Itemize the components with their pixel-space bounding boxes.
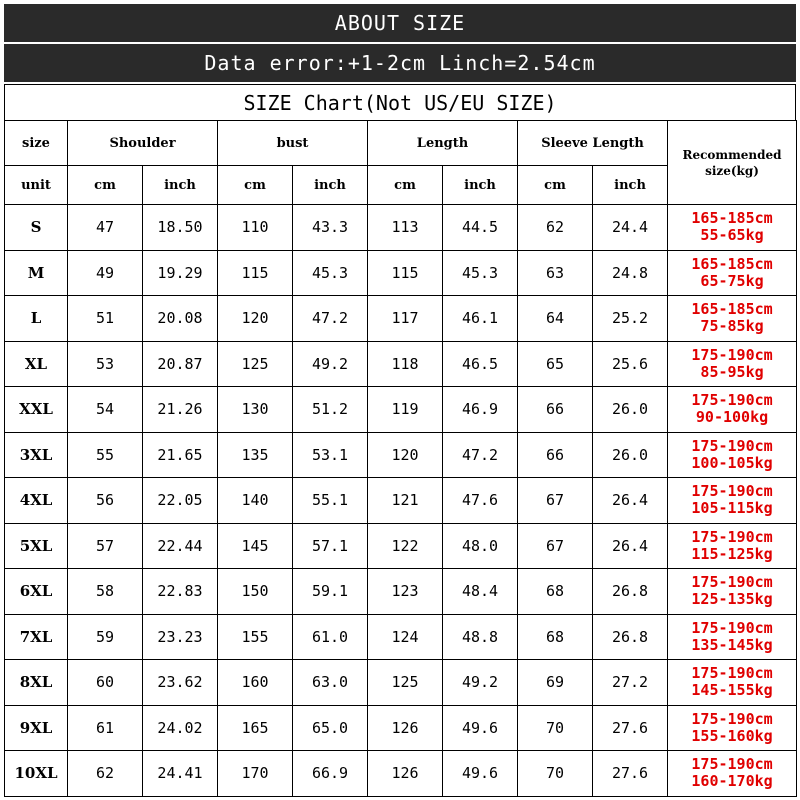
size-table: [4, 120, 797, 797]
sleeve-cm-cell: 64: [518, 296, 593, 342]
size-cell: 8XL: [5, 660, 68, 706]
length-inch-cell: 48.8: [443, 614, 518, 660]
recommended-weight: 85-95kg: [700, 362, 764, 381]
length-cm-cell: 123: [368, 569, 443, 615]
bust-cm-cell: 125: [218, 341, 293, 387]
recommended-height: 165-185cm: [691, 300, 773, 319]
recommended-size-cell: [668, 250, 797, 296]
length-cm-cell: 120: [368, 432, 443, 478]
table-row: [5, 705, 797, 751]
bust-cm-cell: 135: [218, 432, 293, 478]
bust-cm-cell: 150: [218, 569, 293, 615]
shoulder-inch-cell: 20.87: [143, 341, 218, 387]
length-cm-cell: 113: [368, 205, 443, 251]
table-row: [5, 296, 797, 342]
recommended-weight: 135-145kg: [691, 635, 773, 654]
length-cm-cell: 124: [368, 614, 443, 660]
table-row: [5, 660, 797, 706]
length-cm-cell: 125: [368, 660, 443, 706]
bust-inch-cell: 65.0: [293, 705, 368, 751]
sleeve-inch-cell: 24.8: [593, 250, 668, 296]
length-cm-cell: 122: [368, 523, 443, 569]
header-size: size: [5, 121, 68, 166]
shoulder-cm-cell: 57: [68, 523, 143, 569]
sleeve-inch-cell: 26.4: [593, 523, 668, 569]
length-inch-cell: 47.6: [443, 478, 518, 524]
shoulder-inch-cell: 19.29: [143, 250, 218, 296]
unit-inch: inch: [293, 166, 368, 205]
table-row: [5, 387, 797, 433]
unit-cm: cm: [68, 166, 143, 205]
recommended-height: 175-190cm: [691, 618, 773, 637]
shoulder-cm-cell: 62: [68, 751, 143, 797]
recommended-weight: 90-100kg: [695, 408, 769, 427]
table-row: [5, 614, 797, 660]
length-inch-cell: 47.2: [443, 432, 518, 478]
sleeve-inch-cell: 27.6: [593, 705, 668, 751]
bust-inch-cell: 43.3: [293, 205, 368, 251]
bust-cm-cell: 145: [218, 523, 293, 569]
table-row: [5, 569, 797, 615]
size-cell: L: [5, 296, 68, 342]
recommended-weight: 160-170kg: [691, 772, 773, 791]
sleeve-cm-cell: 69: [518, 660, 593, 706]
shoulder-inch-cell: 20.08: [143, 296, 218, 342]
unit-cm: cm: [218, 166, 293, 205]
length-inch-cell: 48.0: [443, 523, 518, 569]
shoulder-cm-cell: 59: [68, 614, 143, 660]
length-cm-cell: 119: [368, 387, 443, 433]
recommended-size-cell: [668, 341, 797, 387]
recommended-height: 175-190cm: [691, 755, 773, 774]
recommended-weight: 155-160kg: [691, 726, 773, 745]
sleeve-cm-cell: 66: [518, 432, 593, 478]
recommended-weight: 100-105kg: [691, 453, 773, 472]
table-row: [5, 523, 797, 569]
bust-cm-cell: 110: [218, 205, 293, 251]
unit-cm: cm: [368, 166, 443, 205]
recommended-height: 175-190cm: [691, 391, 773, 410]
sleeve-inch-cell: 26.8: [593, 614, 668, 660]
size-cell: XXL: [5, 387, 68, 433]
size-cell: 5XL: [5, 523, 68, 569]
length-cm-cell: 118: [368, 341, 443, 387]
unit-cm: cm: [518, 166, 593, 205]
page-title: ABOUT SIZE: [4, 4, 796, 42]
sleeve-cm-cell: 70: [518, 751, 593, 797]
sleeve-cm-cell: 67: [518, 478, 593, 524]
shoulder-cm-cell: 60: [68, 660, 143, 706]
shoulder-cm-cell: 61: [68, 705, 143, 751]
table-row: [5, 250, 797, 296]
length-inch-cell: 49.2: [443, 660, 518, 706]
unit-inch: inch: [143, 166, 218, 205]
sleeve-inch-cell: 26.0: [593, 387, 668, 433]
size-cell: 7XL: [5, 614, 68, 660]
table-row: [5, 205, 797, 251]
bust-inch-cell: 63.0: [293, 660, 368, 706]
sleeve-inch-cell: 24.4: [593, 205, 668, 251]
length-inch-cell: 46.1: [443, 296, 518, 342]
unit-label: unit: [5, 166, 68, 205]
length-cm-cell: 126: [368, 705, 443, 751]
recommended-height: 175-190cm: [691, 482, 773, 501]
table-row: [5, 478, 797, 524]
bust-inch-cell: 59.1: [293, 569, 368, 615]
unit-inch: inch: [443, 166, 518, 205]
recommended-size-cell: [668, 478, 797, 524]
recommended-height: 175-190cm: [691, 345, 773, 364]
length-inch-cell: 44.5: [443, 205, 518, 251]
length-inch-cell: 45.3: [443, 250, 518, 296]
recommended-weight: 125-135kg: [691, 590, 773, 609]
length-cm-cell: 117: [368, 296, 443, 342]
shoulder-inch-cell: 18.50: [143, 205, 218, 251]
bust-inch-cell: 66.9: [293, 751, 368, 797]
recommended-size-cell: [668, 432, 797, 478]
bust-cm-cell: 160: [218, 660, 293, 706]
sleeve-inch-cell: 26.8: [593, 569, 668, 615]
unit-inch: inch: [593, 166, 668, 205]
bust-inch-cell: 61.0: [293, 614, 368, 660]
recommended-weight: 115-125kg: [691, 544, 773, 563]
length-inch-cell: 46.5: [443, 341, 518, 387]
shoulder-cm-cell: 47: [68, 205, 143, 251]
shoulder-inch-cell: 22.05: [143, 478, 218, 524]
length-inch-cell: 48.4: [443, 569, 518, 615]
sleeve-inch-cell: 26.4: [593, 478, 668, 524]
bust-inch-cell: 47.2: [293, 296, 368, 342]
recommended-height: 165-185cm: [691, 254, 773, 273]
length-inch-cell: 49.6: [443, 705, 518, 751]
size-cell: M: [5, 250, 68, 296]
size-cell: 6XL: [5, 569, 68, 615]
recommended-size-cell: [668, 387, 797, 433]
recommended-size-cell: [668, 751, 797, 797]
shoulder-cm-cell: 54: [68, 387, 143, 433]
bust-inch-cell: 49.2: [293, 341, 368, 387]
header-recommended-size: Recommended size(kg): [668, 121, 797, 205]
bust-inch-cell: 53.1: [293, 432, 368, 478]
table-row: [5, 751, 797, 797]
header-length: Length: [368, 121, 518, 166]
shoulder-inch-cell: 22.83: [143, 569, 218, 615]
shoulder-inch-cell: 21.65: [143, 432, 218, 478]
sleeve-cm-cell: 65: [518, 341, 593, 387]
header-shoulder: Shoulder: [68, 121, 218, 166]
shoulder-cm-cell: 55: [68, 432, 143, 478]
bust-cm-cell: 140: [218, 478, 293, 524]
bust-inch-cell: 55.1: [293, 478, 368, 524]
recommended-size-cell: [668, 614, 797, 660]
sleeve-inch-cell: 26.0: [593, 432, 668, 478]
size-cell: XL: [5, 341, 68, 387]
sleeve-cm-cell: 68: [518, 569, 593, 615]
sleeve-cm-cell: 67: [518, 523, 593, 569]
bust-cm-cell: 165: [218, 705, 293, 751]
bust-cm-cell: 170: [218, 751, 293, 797]
recommended-height: 175-190cm: [691, 664, 773, 683]
table-row: [5, 432, 797, 478]
sleeve-cm-cell: 62: [518, 205, 593, 251]
length-inch-cell: 49.6: [443, 751, 518, 797]
recommended-weight: 65-75kg: [700, 271, 764, 290]
sleeve-cm-cell: 68: [518, 614, 593, 660]
header-bust: bust: [218, 121, 368, 166]
length-cm-cell: 121: [368, 478, 443, 524]
shoulder-cm-cell: 49: [68, 250, 143, 296]
bust-inch-cell: 45.3: [293, 250, 368, 296]
bust-inch-cell: 51.2: [293, 387, 368, 433]
shoulder-inch-cell: 23.23: [143, 614, 218, 660]
length-cm-cell: 126: [368, 751, 443, 797]
shoulder-cm-cell: 51: [68, 296, 143, 342]
shoulder-cm-cell: 56: [68, 478, 143, 524]
recommended-weight: 145-155kg: [691, 681, 773, 700]
shoulder-inch-cell: 22.44: [143, 523, 218, 569]
length-inch-cell: 46.9: [443, 387, 518, 433]
shoulder-cm-cell: 58: [68, 569, 143, 615]
size-cell: 4XL: [5, 478, 68, 524]
recommended-size-cell: [668, 205, 797, 251]
bust-cm-cell: 130: [218, 387, 293, 433]
bust-cm-cell: 115: [218, 250, 293, 296]
header-sleeve-length: Sleeve Length: [518, 121, 668, 166]
sleeve-inch-cell: 27.2: [593, 660, 668, 706]
shoulder-inch-cell: 21.26: [143, 387, 218, 433]
length-cm-cell: 115: [368, 250, 443, 296]
recommended-size-cell: [668, 705, 797, 751]
recommended-height: 175-190cm: [691, 573, 773, 592]
recommended-size-cell: [668, 569, 797, 615]
bust-inch-cell: 57.1: [293, 523, 368, 569]
shoulder-inch-cell: 24.41: [143, 751, 218, 797]
table-row: [5, 341, 797, 387]
bust-cm-cell: 120: [218, 296, 293, 342]
recommended-weight: 105-115kg: [691, 499, 773, 518]
recommended-height: 175-190cm: [691, 436, 773, 455]
measurement-note: Data error:+1-2cm Linch=2.54cm: [4, 44, 796, 82]
sleeve-cm-cell: 70: [518, 705, 593, 751]
sleeve-cm-cell: 66: [518, 387, 593, 433]
size-chart-title: SIZE Chart(Not US/EU SIZE): [4, 84, 796, 121]
shoulder-inch-cell: 23.62: [143, 660, 218, 706]
recommended-size-cell: [668, 660, 797, 706]
size-cell: S: [5, 205, 68, 251]
sleeve-inch-cell: 25.2: [593, 296, 668, 342]
shoulder-cm-cell: 53: [68, 341, 143, 387]
recommended-height: 175-190cm: [691, 527, 773, 546]
shoulder-inch-cell: 24.02: [143, 705, 218, 751]
size-cell: 9XL: [5, 705, 68, 751]
sleeve-cm-cell: 63: [518, 250, 593, 296]
recommended-weight: 75-85kg: [700, 317, 764, 336]
recommended-height: 175-190cm: [691, 709, 773, 728]
size-cell: 10XL: [5, 751, 68, 797]
size-cell: 3XL: [5, 432, 68, 478]
recommended-size-cell: [668, 523, 797, 569]
recommended-size-cell: [668, 296, 797, 342]
recommended-weight: 55-65kg: [700, 226, 764, 245]
bust-cm-cell: 155: [218, 614, 293, 660]
sleeve-inch-cell: 25.6: [593, 341, 668, 387]
sleeve-inch-cell: 27.6: [593, 751, 668, 797]
recommended-height: 165-185cm: [691, 209, 773, 228]
